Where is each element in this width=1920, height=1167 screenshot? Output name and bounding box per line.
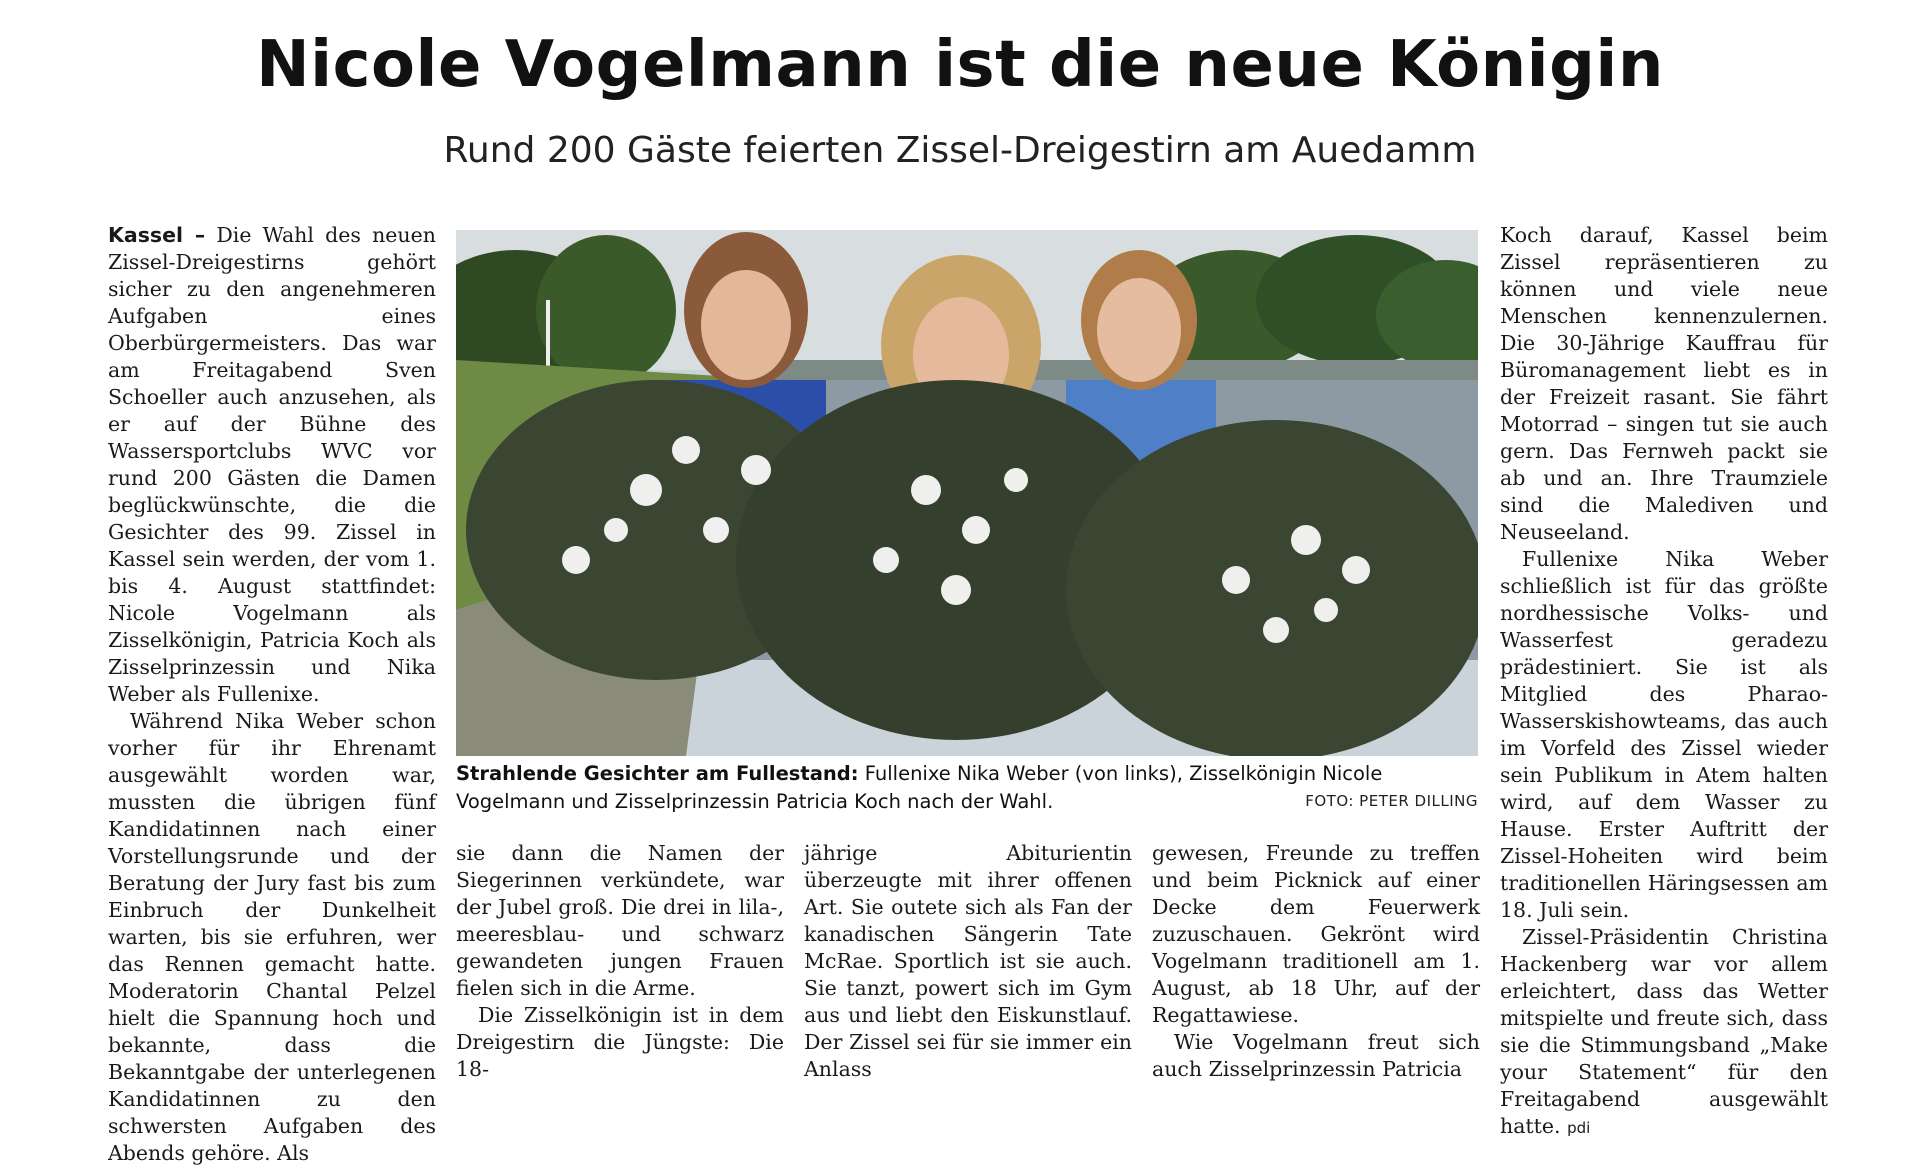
paragraph: Wie Vogelmann freut sich auch Zisselprinzessin Patricia xyxy=(1152,1030,1480,1081)
text-column-2 xyxy=(456,840,784,1083)
text-column-4 xyxy=(1152,840,1480,1083)
text-column-3 xyxy=(804,840,1132,1083)
paragraph: Koch darauf, Kassel beim Zissel repräsentieren zu können und viele neue Menschen kennenzulernen. Die 30-Jährige Kauffrau für Büromanagement liebt es in der Freizeit rasant. Sie fährt Motorrad – singen tut sie auch gern. Das Fernweh packt sie ab und an. Ihre Traumziele sind die Malediven und Neuseeland. xyxy=(1500,223,1828,544)
paragraph xyxy=(108,222,436,708)
paragraph: Fullenixe Nika Weber schließlich ist für das größte nordhessische Volks- und Wasserfest geradezu prädestiniert. Sie ist als Mitglied des Pharao-Wasserskishowteams, das auch im Vorfeld des Zissel wieder sein Publikum in Atem halten wird, auf dem Wasser zu Hause. Erster Auftritt der Zissel-Hoheiten wird beim traditionellen Häringsessen am 18. Juli sein. xyxy=(1500,547,1828,922)
paragraph: Während Nika Weber schon vorher für ihr Ehrenamt ausgewählt worden war, mussten die übrigen fünf Kandidatinnen nach einer Vorstellungsrunde und der Beratung der Jury fast bis zum Einbruch der Dunkelheit warten, bis sie erfuhren, wer das Rennen gemacht hatte. Moderatorin Chantal Pelzel hielt die Spannung hoch und bekannte, dass die Bekanntgabe der unterlegenen Kandidatinnen zu den schwersten Aufgaben des Abends gehöre. Als xyxy=(108,709,436,1165)
paragraph-text: Zissel-Präsidentin Christina Hackenberg war vor allem erleichtert, dass das Wetter mitspielte und freute sich, dass sie die Stimmungsband „Make your Statement“ für den Freitagabend ausgewählt hatte. xyxy=(1500,925,1828,1138)
paragraph xyxy=(1500,924,1828,1142)
paragraph: gewesen, Freunde zu treffen und beim Picknick auf einer Decke dem Feuerwerk zuzuschauen. Gekrönt wird Vogelmann traditionell am 1. August, ab 18 Uhr, auf der Regattawiese. xyxy=(1152,841,1480,1027)
article-headline: Nicole Vogelmann ist die neue Königin xyxy=(256,28,1664,102)
article-subheadline: Rund 200 Gäste feierten Zissel-Dreigestirn am Auedamm xyxy=(443,130,1477,171)
author-signature: pdi xyxy=(1567,1119,1591,1137)
text-column-5 xyxy=(1500,222,1828,1138)
paragraph: sie dann die Namen der Siegerinnen verkündete, war der Jubel groß. Die drei in lila-, meeresblau- und schwarz gewandeten jungen Frauen fielen sich in die Arme. xyxy=(456,841,784,1000)
photo-three-women-with-bouquets xyxy=(456,230,1478,756)
caption-lead: Strahlende Gesichter am Fullestand: xyxy=(456,762,859,785)
paragraph: Die Zisselkönigin ist in dem Dreigestirn die Jüngste: Die 18- xyxy=(456,1003,784,1081)
photo-credit: FOTO: PETER DILLING xyxy=(1305,792,1478,810)
article-photo xyxy=(456,230,1478,756)
text-column-1 xyxy=(108,222,436,1165)
paragraph-text: Die Wahl des neuen Zissel-Dreigestirns gehört sicher zu den angenehmeren Aufgaben eines Oberbürgermeisters. Das war am Freitagabend Sven Schoeller auch anzusehen, als er auf der Bühne des Wassersportclubs WVC vor rund 200 Gästen die Damen beglückwünschte, die die Gesichter des 99. Zissel in Kassel sein werden, der vom 1. bis 4. August stattfindet: Nicole Vogelmann als Zisselkönigin, Patricia Koch als Zisselprinzessin und Nika Weber als Fullenixe. xyxy=(108,223,436,706)
dateline: Kassel – xyxy=(108,223,206,247)
paragraph: jährige Abiturientin überzeugte mit ihrer offenen Art. Sie outete sich als Fan der kanadischen Sängerin Tate McRae. Sportlich ist sie auch. Sie tanzt, powert sich im Gym aus und liebt den Eiskunstlauf. Der Zissel sei für sie immer ein Anlass xyxy=(804,841,1132,1081)
caption-text: Fullenixe Nika Weber (von links), Zisselkönigin Nicole Vogelmann und Zisselprinzessin Patricia Koch nach der Wahl. xyxy=(456,762,1383,813)
